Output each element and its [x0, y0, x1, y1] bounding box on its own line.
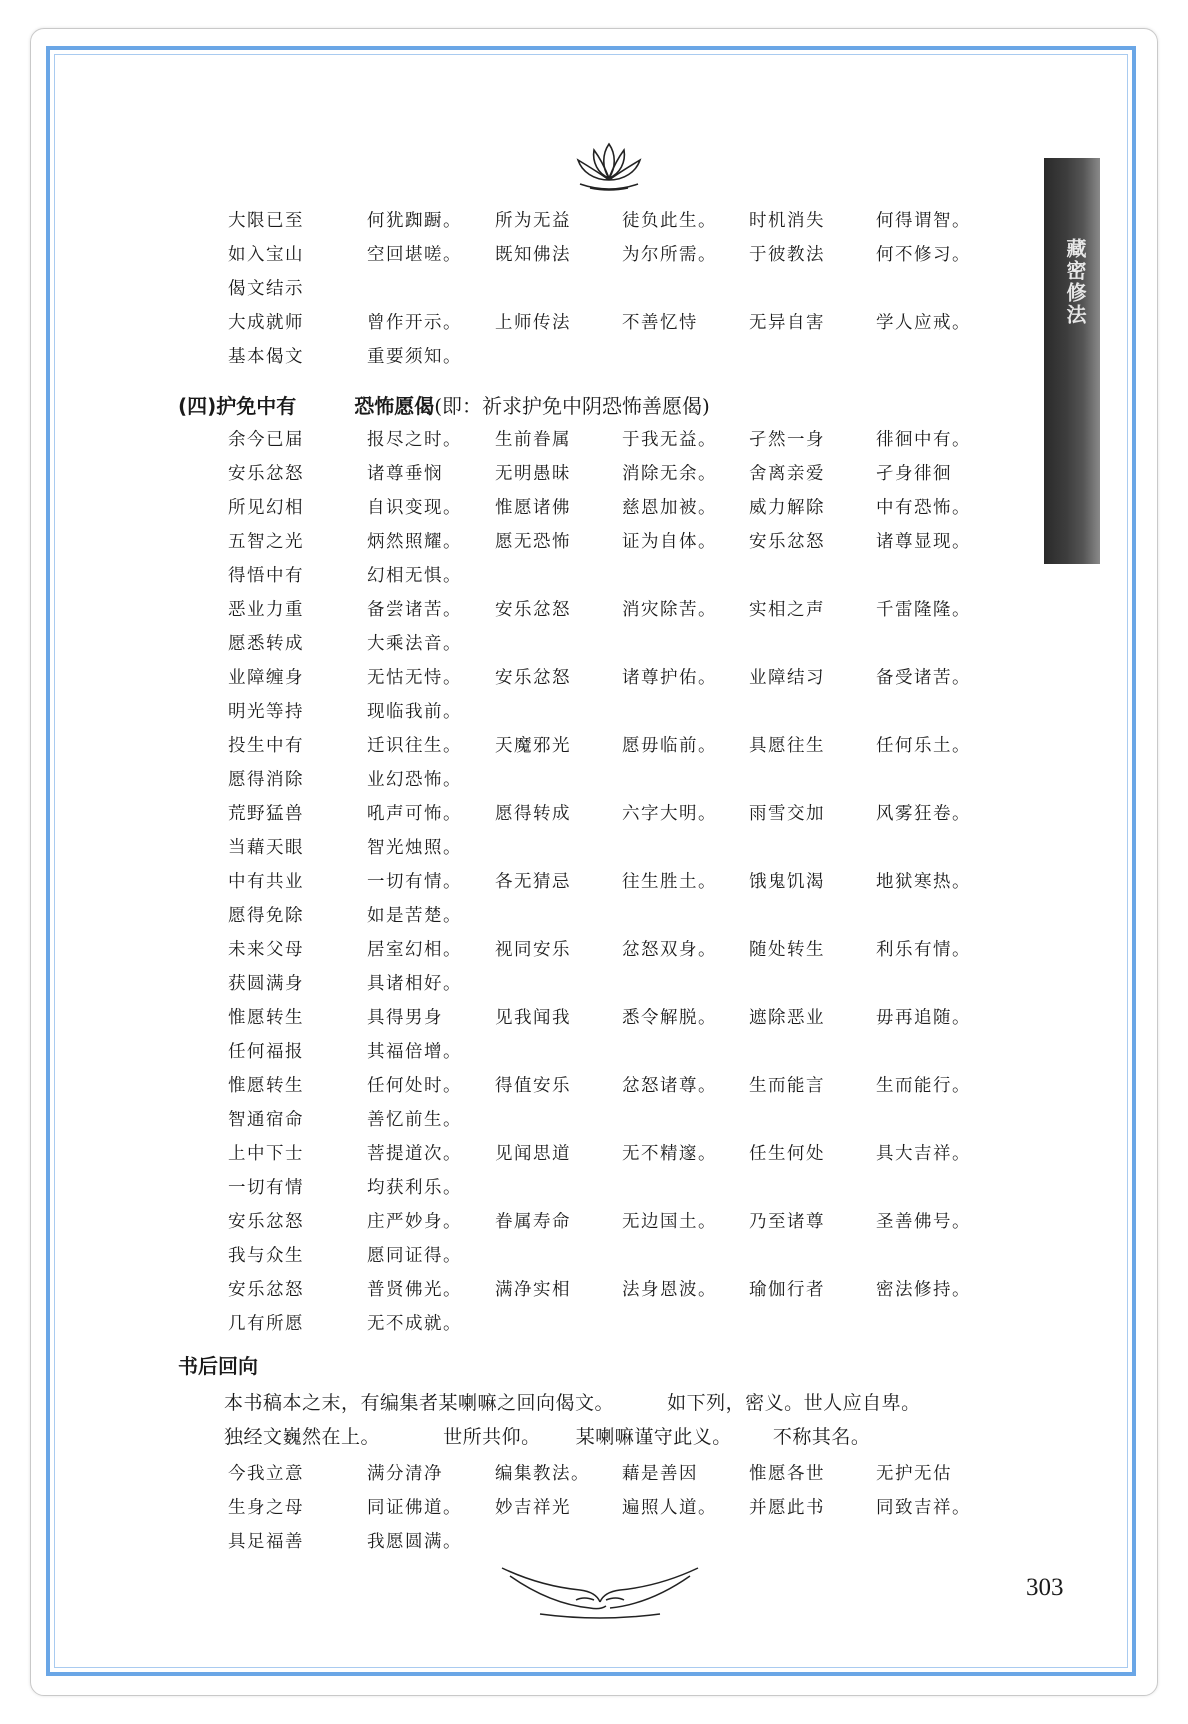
verse-phrase: 于我无益。: [622, 430, 717, 450]
verse-phrase: 惟愿各世: [749, 1464, 825, 1484]
verse-phrase: 为尔所需。: [622, 245, 717, 265]
lotus-ornament-icon: [572, 138, 646, 196]
afterword-prose-2-part-3: 某喇嘛谨守此义。: [575, 1426, 732, 1448]
verse-line: [0, 207, 1000, 237]
verse-line: [0, 936, 1000, 966]
verse-phrase: 于彼教法: [749, 245, 825, 265]
verse-phrase: 偈文结示: [228, 279, 304, 299]
verse-phrase: 居室幻相。: [367, 940, 462, 960]
verse-line: [0, 698, 1000, 728]
verse-phrase: 如入宝山: [228, 245, 304, 265]
verse-phrase: 大乘法音。: [367, 634, 462, 654]
verse-phrase: 生身之母: [228, 1498, 304, 1518]
verse-phrase: 智通宿命: [228, 1110, 304, 1130]
verse-phrase: 愿无恐怖: [495, 532, 571, 552]
section-4-heading: [178, 390, 710, 419]
verse-phrase: 见闻思道: [495, 1144, 571, 1164]
verse-phrase: 密法修持。: [876, 1280, 971, 1300]
verse-phrase: 圣善佛号。: [876, 1212, 971, 1232]
verse-phrase: 炳然照耀。: [367, 532, 462, 552]
verse-phrase: 雨雪交加: [749, 804, 825, 824]
verse-phrase: 妙吉祥光: [495, 1498, 571, 1518]
verse-line: [0, 241, 1000, 271]
verse-phrase: 既知佛法: [495, 245, 571, 265]
verse-phrase: 愿同证得。: [367, 1246, 462, 1266]
verse-phrase: 上中下士: [228, 1144, 304, 1164]
verse-phrase: 遮除恶业: [749, 1008, 825, 1028]
verse-line: [0, 1140, 1000, 1170]
verse-phrase: 消除无余。: [622, 464, 717, 484]
verse-phrase: 庄严妙身。: [367, 1212, 462, 1232]
verse-line: [0, 902, 1000, 932]
verse-phrase: 藉是善因: [622, 1464, 698, 1484]
verse-phrase: 同证佛道。: [367, 1498, 462, 1518]
verse-phrase: 愿得转成: [495, 804, 571, 824]
verse-line: [0, 1494, 1000, 1524]
verse-phrase: 同致吉祥。: [876, 1498, 971, 1518]
verse-phrase: 安乐忿怒: [495, 668, 571, 688]
verse-phrase: 大限已至: [228, 211, 304, 231]
verse-phrase: 安乐忿怒: [228, 1280, 304, 1300]
afterword-prose-2-part-1: 独经文巍然在上。: [224, 1426, 381, 1448]
verse-phrase: 徘徊中有。: [876, 430, 971, 450]
verse-line: [0, 630, 1000, 660]
verse-phrase: 千雷隆隆。: [876, 600, 971, 620]
verse-phrase: 随处转生: [749, 940, 825, 960]
verse-line: [0, 1242, 1000, 1272]
verse-phrase: 生而能行。: [876, 1076, 971, 1096]
verse-phrase: 生而能言: [749, 1076, 825, 1096]
afterword-prose-2-part-4: 不称其名。: [772, 1426, 871, 1448]
verse-phrase: 乃至诸尊: [749, 1212, 825, 1232]
afterword-heading: 书后回向: [178, 1354, 258, 1378]
verse-phrase: 中有恐怖。: [876, 498, 971, 518]
verse-phrase: 具足福善: [228, 1532, 304, 1552]
verse-phrase: 舍离亲爱: [749, 464, 825, 484]
folded-hands-ornament-icon: [480, 1556, 720, 1626]
verse-phrase: 安乐忿怒: [495, 600, 571, 620]
verse-phrase: 孑然一身: [749, 430, 825, 450]
verse-line: [0, 596, 1000, 626]
verse-phrase: 无怙无恃。: [367, 668, 462, 688]
verse-phrase: 学人应戒。: [876, 313, 971, 333]
verse-phrase: 得悟中有: [228, 566, 304, 586]
verse-line: [0, 309, 1000, 339]
verse-phrase: 如是苦楚。: [367, 906, 462, 926]
verse-phrase: 投生中有: [228, 736, 304, 756]
verse-line: [0, 494, 1000, 524]
verse-line: [0, 664, 1000, 694]
verse-phrase: 吼声可怖。: [367, 804, 462, 824]
verse-phrase: 任何乐土。: [876, 736, 971, 756]
verse-phrase: 诸尊护佑。: [622, 668, 717, 688]
verse-phrase: 我愿圆满。: [367, 1532, 462, 1552]
verse-phrase: 何得谓智。: [876, 211, 971, 231]
verse-line: [0, 1528, 1000, 1558]
verse-line: [0, 528, 1000, 558]
verse-phrase: 忿怒双身。: [622, 940, 717, 960]
verse-phrase: 消灾除苦。: [622, 600, 717, 620]
verse-line: [0, 800, 1000, 830]
verse-line: [0, 343, 1000, 373]
verse-phrase: 无护无估: [876, 1464, 952, 1484]
verse-line: [0, 1310, 1000, 1340]
verse-line: [0, 1208, 1000, 1238]
verse-phrase: 上师传法: [495, 313, 571, 333]
verse-phrase: 愿悉转成: [228, 634, 304, 654]
afterword-prose-1-part-1: 本书稿本之末，有编集者某喇嘛之回向偈文。: [224, 1392, 615, 1414]
verse-phrase: 菩提道次。: [367, 1144, 462, 1164]
verse-phrase: 何犹踟蹰。: [367, 211, 462, 231]
chapter-side-tab: [1044, 158, 1100, 564]
verse-line: [0, 732, 1000, 762]
verse-phrase: 备受诸苦。: [876, 668, 971, 688]
page-number: 303: [1026, 1574, 1064, 1601]
verse-phrase: 余今已届: [228, 430, 304, 450]
verse-line: [0, 275, 1000, 305]
verse-phrase: 愿毋临前。: [622, 736, 717, 756]
verse-phrase: 我与众生: [228, 1246, 304, 1266]
verse-line: [0, 1174, 1000, 1204]
verse-phrase: 重要须知。: [367, 347, 462, 367]
verse-line: [0, 1106, 1000, 1136]
verse-phrase: 六字大明。: [622, 804, 717, 824]
verse-phrase: 任何处时。: [367, 1076, 462, 1096]
verse-phrase: 所见幻相: [228, 498, 304, 518]
section-4-title: 恐怖愿偈: [354, 394, 435, 418]
verse-phrase: 业幻恐怖。: [367, 770, 462, 790]
verse-phrase: 普贤佛光。: [367, 1280, 462, 1300]
verse-phrase: 现临我前。: [367, 702, 462, 722]
verse-phrase: 毋再追随。: [876, 1008, 971, 1028]
verse-phrase: 明光等持: [228, 702, 304, 722]
verse-phrase: 满净实相: [495, 1280, 571, 1300]
verse-phrase: 安乐忿怒: [228, 1212, 304, 1232]
verse-phrase: 具愿往生: [749, 736, 825, 756]
verse-phrase: 得值安乐: [495, 1076, 571, 1096]
verse-phrase: 当藉天眼: [228, 838, 304, 858]
verse-phrase: 眷属寿命: [495, 1212, 571, 1232]
verse-phrase: 不善忆恃: [622, 313, 698, 333]
verse-line: [0, 1072, 1000, 1102]
verse-phrase: 未来父母: [228, 940, 304, 960]
verse-phrase: 所为无益: [495, 211, 571, 231]
verse-line: [0, 1004, 1000, 1034]
verse-phrase: 一切有情: [228, 1178, 304, 1198]
verse-phrase: 业障结习: [749, 668, 825, 688]
verse-phrase: 任生何处: [749, 1144, 825, 1164]
verse-phrase: 惟愿转生: [228, 1008, 304, 1028]
verse-phrase: 无明愚昧: [495, 464, 571, 484]
verse-phrase: 孑身徘徊: [876, 464, 952, 484]
section-4-label: (四)护免中有: [178, 394, 297, 418]
verse-phrase: 具得男身: [367, 1008, 443, 1028]
verse-phrase: 瑜伽行者: [749, 1280, 825, 1300]
verse-phrase: 空回堪嗟。: [367, 245, 462, 265]
verse-phrase: 天魔邪光: [495, 736, 571, 756]
verse-phrase: 无边国土。: [622, 1212, 717, 1232]
side-tab-label: 藏密修法: [1063, 238, 1087, 326]
verse-phrase: 徒负此生。: [622, 211, 717, 231]
verse-phrase: 具大吉祥。: [876, 1144, 971, 1164]
verse-line: [0, 1460, 1000, 1490]
afterword-prose-2-part-2: 世所共仰。: [443, 1426, 541, 1448]
verse-phrase: 曾作开示。: [367, 313, 462, 333]
verse-phrase: 具诸相好。: [367, 974, 462, 994]
verse-line: [0, 460, 1000, 490]
verse-phrase: 备尝诸苦。: [367, 600, 462, 620]
verse-phrase: 诸尊显现。: [876, 532, 971, 552]
verse-phrase: 视同安乐: [495, 940, 571, 960]
verse-phrase: 时机消失: [749, 211, 825, 231]
verse-line: [0, 868, 1000, 898]
verse-line: [0, 970, 1000, 1000]
verse-phrase: 智光烛照。: [367, 838, 462, 858]
verse-phrase: 一切有情。: [367, 872, 462, 892]
afterword-prose-2: [224, 1422, 870, 1449]
verse-phrase: 诸尊垂悯: [367, 464, 443, 484]
verse-phrase: 风雾狂卷。: [876, 804, 971, 824]
verse-phrase: 各无猜忌: [495, 872, 571, 892]
verse-phrase: 幻相无惧。: [367, 566, 462, 586]
verse-phrase: 饿鬼饥渴: [749, 872, 825, 892]
verse-phrase: 善忆前生。: [367, 1110, 462, 1130]
verse-phrase: 均获利乐。: [367, 1178, 462, 1198]
verse-phrase: 安乐忿怒: [228, 464, 304, 484]
verse-phrase: 实相之声: [749, 600, 825, 620]
verse-phrase: 法身恩波。: [622, 1280, 717, 1300]
verse-phrase: 五智之光: [228, 532, 304, 552]
verse-phrase: 其福倍增。: [367, 1042, 462, 1062]
verse-phrase: 愿得免除: [228, 906, 304, 926]
verse-phrase: 愿得消除: [228, 770, 304, 790]
verse-phrase: 编集教法。: [495, 1464, 590, 1484]
verse-phrase: 何不修习。: [876, 245, 971, 265]
verse-phrase: 几有所愿: [228, 1314, 304, 1334]
verse-phrase: 中有共业: [228, 872, 304, 892]
verse-phrase: 恶业力重: [228, 600, 304, 620]
verse-phrase: 利乐有情。: [876, 940, 971, 960]
verse-phrase: 证为自体。: [622, 532, 717, 552]
verse-phrase: 见我闻我: [495, 1008, 571, 1028]
verse-phrase: 往生胜土。: [622, 872, 717, 892]
verse-phrase: 惟愿诸佛: [495, 498, 571, 518]
verse-phrase: 报尽之时。: [367, 430, 462, 450]
verse-phrase: 无不精邃。: [622, 1144, 717, 1164]
verse-line: [0, 766, 1000, 796]
verse-phrase: 任何福报: [228, 1042, 304, 1062]
verse-phrase: 满分清净: [367, 1464, 443, 1484]
verse-phrase: 安乐忿怒: [749, 532, 825, 552]
verse-line: [0, 426, 1000, 456]
verse-phrase: 自识变现。: [367, 498, 462, 518]
verse-phrase: 获圆满身: [228, 974, 304, 994]
verse-line: [0, 562, 1000, 592]
verse-phrase: 地狱寒热。: [876, 872, 971, 892]
verse-phrase: 今我立意: [228, 1464, 304, 1484]
verse-phrase: 惟愿转生: [228, 1076, 304, 1096]
verse-line: [0, 1276, 1000, 1306]
verse-phrase: 并愿此书: [749, 1498, 825, 1518]
verse-line: [0, 1038, 1000, 1068]
afterword-prose-1-part-2: 如下列，密义。世人应自卑。: [667, 1392, 921, 1414]
verse-phrase: 悉令解脱。: [622, 1008, 717, 1028]
verse-phrase: 无异自害: [749, 313, 825, 333]
verse-line: [0, 834, 1000, 864]
verse-phrase: 迁识往生。: [367, 736, 462, 756]
verse-phrase: 忿怒诸尊。: [622, 1076, 717, 1096]
verse-phrase: 基本偈文: [228, 347, 304, 367]
afterword-prose-1: [224, 1388, 921, 1415]
verse-phrase: 遍照人道。: [622, 1498, 717, 1518]
section-4-subtitle: (即：祈求护免中阴恐怖善愿偈): [434, 394, 710, 418]
verse-phrase: 无不成就。: [367, 1314, 462, 1334]
verse-phrase: 业障缠身: [228, 668, 304, 688]
verse-phrase: 威力解除: [749, 498, 825, 518]
verse-phrase: 慈恩加被。: [622, 498, 717, 518]
verse-phrase: 大成就师: [228, 313, 304, 333]
verse-phrase: 生前眷属: [495, 430, 571, 450]
verse-phrase: 荒野猛兽: [228, 804, 304, 824]
